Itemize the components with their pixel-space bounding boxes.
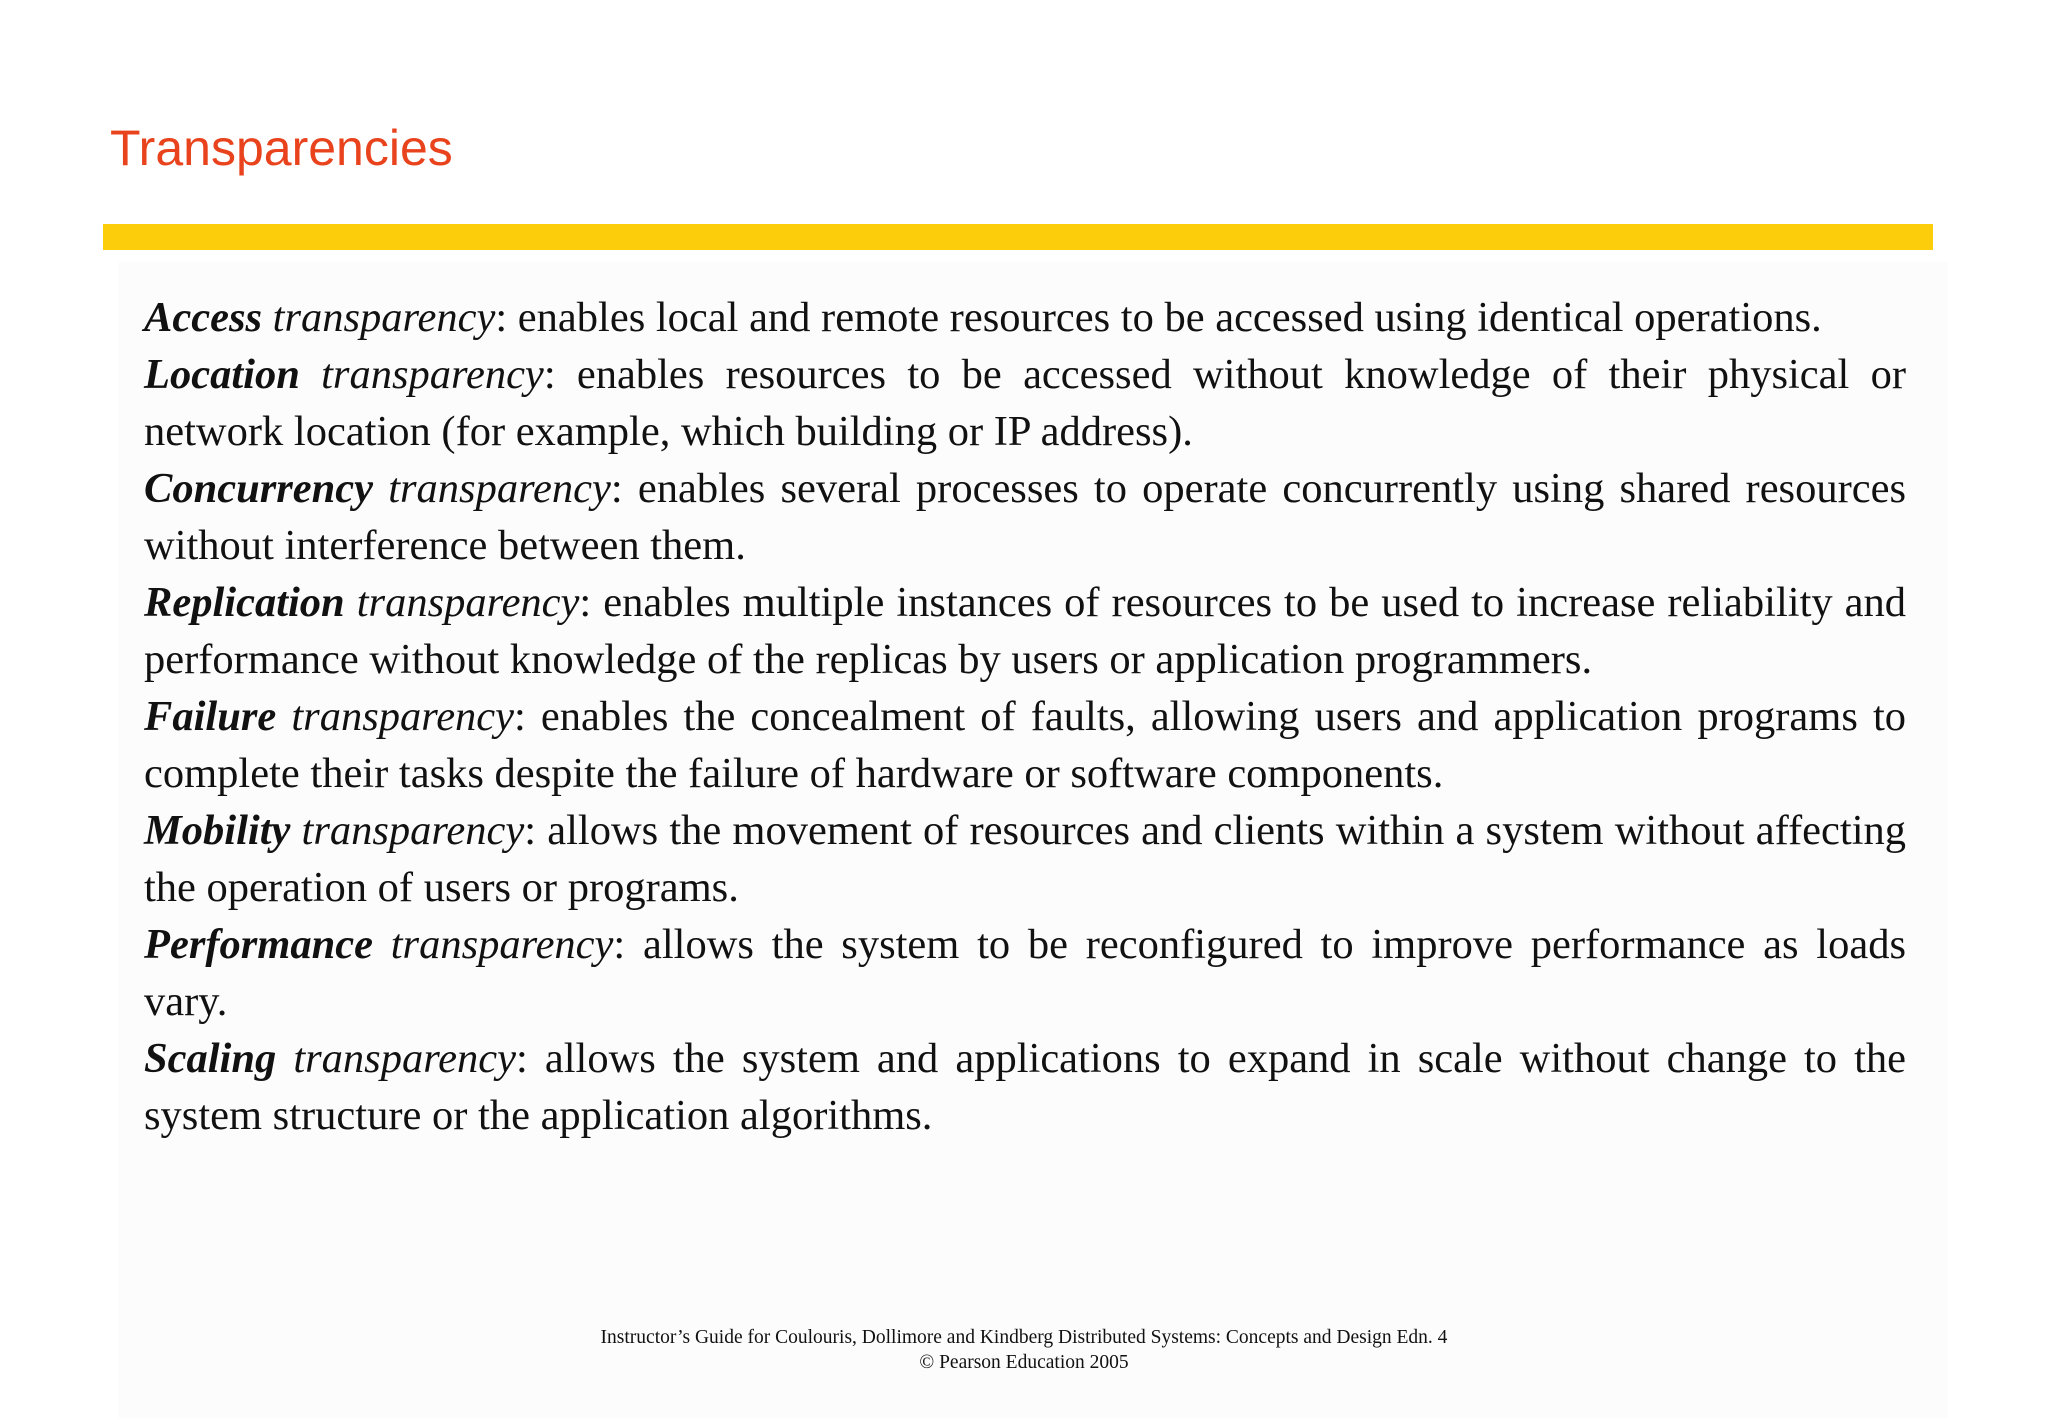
definition-term: Replication — [144, 579, 345, 626]
definition-text: : enables several processes to operate concurrently using shared resources without interference between them. — [144, 465, 1907, 569]
slide-title: Transparencies — [110, 120, 453, 176]
footer-citation: Instructor’s Guide for Coulouris, Dollimore and Kindberg Distributed Systems: Concepts and Design Edn. 4 — [600, 1327, 1448, 1348]
definition-text: : allows the system and applications to expand in scale without change to the system structure or the application algorithms. — [144, 1035, 1906, 1139]
definition-term-suffix: transparency — [291, 693, 515, 740]
definition-term-suffix: transparency — [321, 351, 544, 398]
definition-term-suffix: transparency — [272, 294, 496, 341]
definition-concurrency — [144, 460, 1906, 574]
definition-location — [144, 346, 1906, 460]
definition-term-suffix: transparency — [388, 465, 611, 512]
definition-text: : enables resources to be accessed without knowledge of their physical or network location (for example, which building or IP address). — [144, 351, 1907, 455]
title-underline-bar — [103, 224, 1933, 250]
definition-term-suffix: transparency — [356, 579, 580, 626]
definition-term-suffix: transparency — [390, 921, 614, 968]
definition-term-suffix: transparency — [301, 807, 525, 854]
definition-term: Failure — [144, 693, 277, 740]
definition-mobility — [144, 802, 1906, 916]
definition-text: : enables the concealment of faults, allowing users and application programs to complete their tasks despite the failure of hardware or software components. — [144, 693, 1906, 797]
definition-term: Location — [144, 351, 300, 398]
definition-term: Access — [144, 294, 263, 341]
definition-text: : enables local and remote resources to be accessed using identical operations. — [495, 294, 1822, 341]
definition-term-suffix: transparency — [293, 1035, 517, 1082]
definition-term: Performance — [144, 921, 373, 968]
definition-text: : allows the movement of resources and clients within a system without affecting the operation of users or programs. — [144, 807, 1907, 911]
definition-term: Mobility — [144, 807, 291, 854]
definition-failure — [144, 688, 1906, 802]
definition-access — [144, 289, 1906, 346]
definition-performance — [144, 916, 1906, 1030]
slide-footer — [0, 1325, 2048, 1375]
definition-scaling — [144, 1030, 1906, 1144]
definition-term: Scaling — [144, 1035, 277, 1082]
definition-term: Concurrency — [144, 465, 374, 512]
definition-replication — [144, 574, 1906, 688]
footer-copyright: © Pearson Education 2005 — [919, 1352, 1129, 1373]
definition-text: : enables multiple instances of resources to be used to increase reliability and performance without knowledge of the replicas by users or application programmers. — [144, 579, 1906, 683]
definition-text: : allows the system to be reconfigured to improve performance as loads vary. — [144, 921, 1906, 1025]
transparency-definitions-list — [144, 289, 1906, 1144]
